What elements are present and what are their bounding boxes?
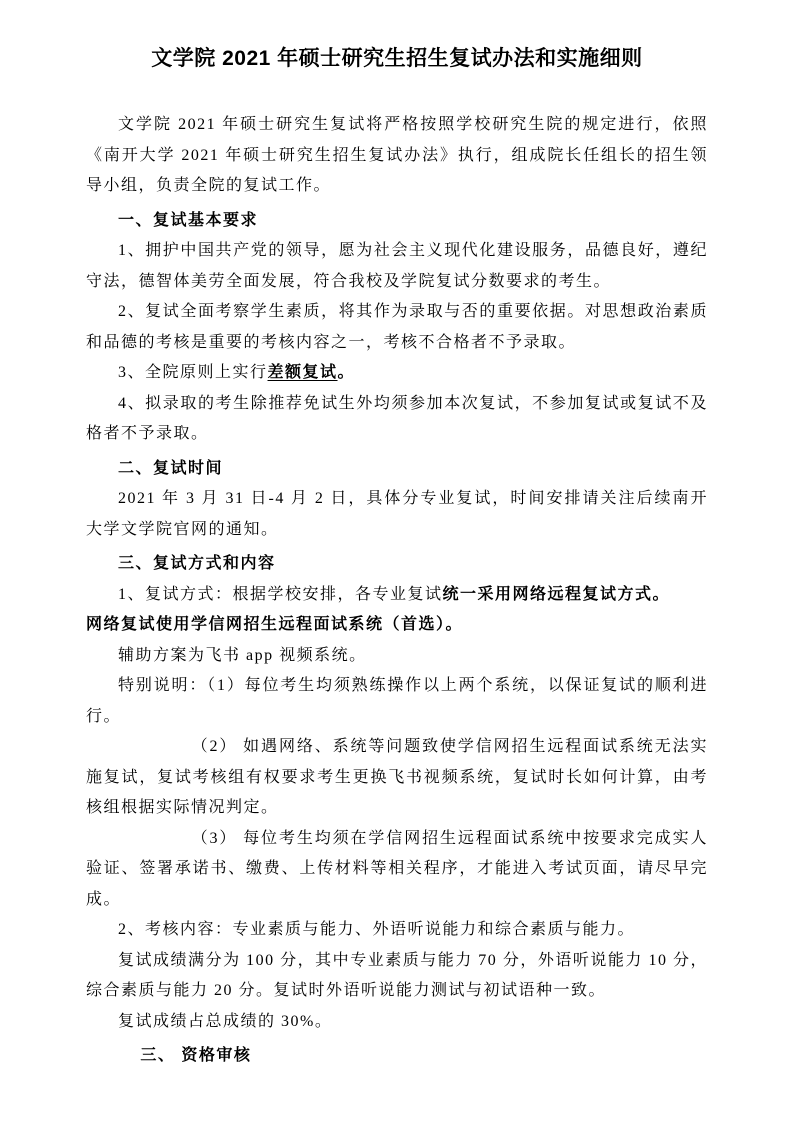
section-1-item-3 <box>86 358 708 389</box>
section-1-item-3-emphasis: 差额复试 <box>267 364 338 381</box>
section-1-item-3-period: 。 <box>337 364 356 381</box>
section-3-method-prefix: 1、复试方式：根据学校安排，各专业复试 <box>118 585 443 603</box>
section-3-method-emphasis-2: 网络复试使用学信网招生远程面试系统（首选）。 <box>86 616 464 633</box>
section-1-item-2: 2、复试全面考察学生素质，将其作为录取与否的重要依据。对思想政治素质和品德的考核是重要的考核内容之一，考核不合格者不予录取。 <box>86 303 708 351</box>
section-1-item-1: 1、拥护中国共产党的领导，愿为社会主义现代化建设服务，品德良好，遵纪守法，德智体美劳全面发展，符合我校及学院复试分数要求的考生。 <box>86 242 708 290</box>
section-3-score-paragraph: 复试成绩满分为 100 分，其中专业素质与能力 70 分，外语听说能力 10 分，综合素质与能力 20 分。复试时外语听说能力测试与初试语种一致。 <box>86 951 708 999</box>
section-1-item-4: 4、拟录取的考生除推荐免试生外均须参加本次复试，不参加复试或复试不及格者不予录取。 <box>86 394 708 442</box>
section-3-heading: 三、复试方式和内容 <box>118 555 276 572</box>
document-title: 文学院 2021 年硕士研究生招生复试办法和实施细则 <box>151 47 643 70</box>
section-3-note-3: （3） 每位考生均须在学信网招生远程面试系统中按要求完成实人验证、签署承诺书、缴费、上传材料等相关程序，才能进入考试页面，请尽早完成。 <box>86 829 708 908</box>
section-1-item-3-prefix: 3、全院原则上实行 <box>118 364 268 381</box>
section-3-method-emphasis-1: 统一采用网络远程复试方式。 <box>442 585 671 603</box>
section-1-heading: 一、复试基本要求 <box>118 211 259 229</box>
intro-paragraph: 文学院 2021 年硕士研究生复试将严格按照学校研究生院的规定进行，依照《南开大学 2021 年硕士研究生招生复试办法》执行，组成院长任组长的招生领导小组，负责全院的复试工作。 <box>86 116 708 194</box>
section-3-aux-paragraph: 辅助方案为飞书 app 视频系统。 <box>118 646 367 664</box>
section-4-heading: 三、 资格审核 <box>140 1047 252 1064</box>
section-2-heading: 二、复试时间 <box>118 459 224 477</box>
section-3-weight-paragraph: 复试成绩占总成绩的 30%。 <box>118 1012 333 1030</box>
section-3-note-2: （2） 如遇网络、系统等问题致使学信网招生远程面试系统无法实施复试，复试考核组有权要求考生更换飞书视频系统，复试时长如何计算，由考核组根据实际情况判定。 <box>86 738 708 816</box>
section-3-note-1: 特别说明：（1）每位考生均须熟练操作以上两个系统，以保证复试的顺利进行。 <box>86 677 708 725</box>
section-3-content-paragraph: 2、考核内容：专业素质与能力、外语听说能力和综合素质与能力。 <box>118 921 636 938</box>
section-3-method-paragraph <box>86 580 708 641</box>
section-2-time-paragraph: 2021 年 3 月 31 日-4 月 2 日，具体分专业复试，时间安排请关注后续南开大学文学院官网的通知。 <box>86 490 708 538</box>
